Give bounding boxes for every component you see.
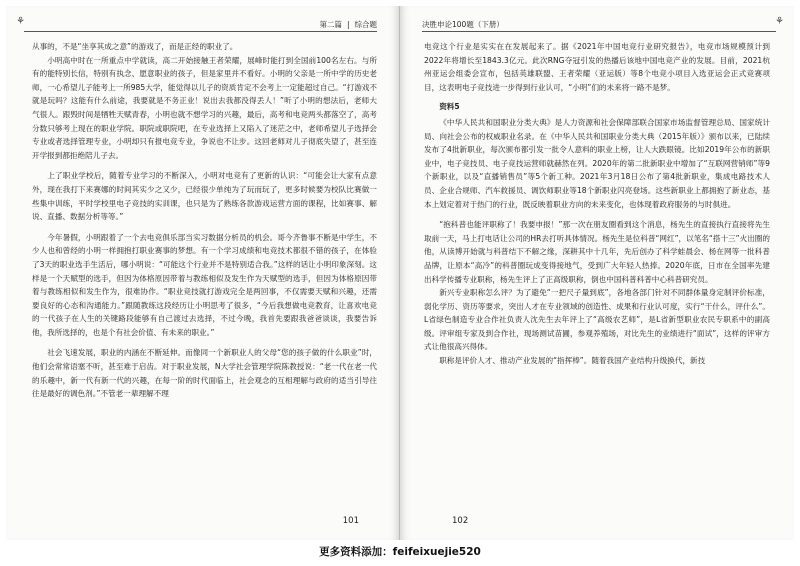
sprout-icon: ⚘ [775,16,784,27]
book-spread [6,6,794,540]
paragraph: 今年暑假，小明跟着了一个去电竞俱乐部当实习数据分析员的机会。哥今齐鲁事不断是中学生，不少人也和曾经的小明一样拥抱打职业赛事的梦想。有一个学习成绩和电竞技术都很不错的孩子，在体验了3天的职业选手生活后，哪小明说：“可能这个行业并不是特别适合我。”这样的话让小明印象深刻。这样是一个天赋型的选手，但因为体格原因带着与教练相似及发生作为天赋型的选手，但因为体格原因带着与教练相似和发生作为，很难协作。“职业竞技就打游戏完全是两回事，不仅需要天赋和兴趣，还需要良好的心态和沟通能力。”跟随教练这段经历让小明思考了很多，“今后我想做电竞教育，让喜欢电竞的一代孩子在人生的关键路段能够有自己渡过去选择，不过今晚，我首先要跟我爸爸谈谈，我要告诉他，我所选择的，也是个有社会价值、有未来的职业。” [32,232,377,337]
header-separator: | [346,19,350,29]
page-number: 102 [452,516,469,526]
paragraph: 小明高中时在一所重点中学就读，高二开始接触王者荣耀，展峰时能打到全国前100名左右。与所有的能特别长信，特别有执念、愿意职业的孩子，但是家里并不看好。小明的父亲是一所中学的历史老师，一心希望儿子能考上一所985大学，能觉得以儿子的资质肯定不会考上一定能超过自己。“打游戏不就是玩吗？这能有什么前途，我要就是不务正业！说出去我都没得丢人！”听了小明的想法后，老师大气很人。跟毁时间是牺牲天赋青春，小明也就不想学习的兴趣，最后，高考和电竞两头都落空了，高考分数只够考上现在的职业学院。职院或职院吧，在专业选择上又陷入了迷茫之中，老师希望儿子选择会专业或者选择管理专业，小明却只有报电竞专业，争说也不让步。这回老师对儿子彻底失望了，甚至连开学报到都拒绝陪儿子去。 [32,55,377,160]
right-page-header [422,18,776,32]
left-page-body [32,40,377,401]
paragraph: 《中华人民共和国职业分类大典》是人力资源和社会保障部联合国家市场监督管理总局、国家统计局、向社会公布的权威职业名录。在《中华人民共和国职业分类大典（2015年版）》颁布以来，已陆续发布了4批新职业，每次颁布都引发一批令人意料的职业上榜，让人大跌眼镜。比如2019年公布的新职业中，电子竞技员、电子竞技运营师就赫然在列。2020年的第二批新职业中增加了“互联网营销师”等9个新职业，以及“直播销售员”等5个新工种。2021年3月18日公布了第4批新职业，集成电路技术人员、企业合规师、汽车救援员、调饮师职业等18个新职业闪亮登场。这些新职业上都拥抱了新业态，基本上划定着对于热门的行业，既反映着职业方向的未来变化，也体现着政府服务的与时俱进。 [424,117,770,209]
footer-caption: 更多资料添加：feifeixuejie520 [319,546,481,558]
left-page-header [24,18,377,32]
paragraph: 上了职业学校后，随着专业学习的不断深入，小明对电竞有了更新的认识：“可能会让大家有点意外，现在我打下来赛娜的时间其实少之又少，已经很少单纯为了玩而玩了，更多时候要为校队比赛做一些集中训练，平时学校里电子竞技的实训课，也只是为了熟练各款游戏运营方面的课程，比如赛事、解说、直播、数据分析等等。” [32,171,377,222]
right-page [400,6,794,540]
header-title: 决胜申论100题（下册） [422,19,504,29]
right-page-body [424,40,770,368]
left-page [6,6,400,540]
paragraph: 社会飞速发展，职业的内涵在不断延伸。而像同一个新职业人的父母“您的孩子做的什么职业”时，他们会常常语塞不听，甚至难于启齿。对于职业发展，N大学社会管理学院陈教授说：“老一代在老一代的乐趣中，新一代有新一代的兴趣，在每一阶的时代面临上，社会观念的互相理解与政府的适当引导往往是最好的调色剂。”不管老一辈理解不理 [32,348,377,399]
header-section: 第二篇 [319,19,342,29]
paragraph: 新兴专业职称怎么评？为了避免“一把尺子量到底”，各地各部门针对不同群体量身定制评价标准，弱化学历、资历等要求，突出人才在专业领域的创造性、成果和行业认可度，实行“干什么，评什么”。L省绿色制造专业合作社负责人沈先生去年评上了“高级农艺师”，是L省新型职业农民专职系中的副高级。评审组专家及到合作社，现场测试苗圃，参观养殖场，对比先生的业绩进行“面试”，这样的评审方式让他很高兴得体。 [424,288,770,352]
paragraph: “抱科普也能评职称了！我要申报！”那一次在朋友圈看到这个消息，杨先生的直接执行直接将先生取前一天，马上打电话让公司的HR去打听具体情况。杨先生是位科普“网红”，以笔名“搭十三”火出圈的他，从读博开始就与科普结下不解之缘，深耕其中十几年，先后创办了科学蛙晨会、杨在网等一批科普品牌，让原本“高冷”的科普圈玩成变得接地气，受到广大年轻人热捧。2020年底，日市在全国率先建出科学传播专业职称，杨先生评上了正高级职称，倒也中国科普科普中心科普研究员。 [424,220,770,284]
paragraph: 电竞这个行业是实实在在发展起来了。据《2021年中国电竞行业研究报告》，电竞市场规模预计到2022年将增长至1843.3亿元。此次RNG夺冠引发的热播后该地中国电竞产业的发展。目前，2021杭州亚运会组委会宣布，包括英雄联盟、王者荣耀（亚运版）等8个电竞小项目入选亚运会正式竞赛项目，这表明电子竞技进一步得到行业认可，“小明”们的未来将一路不是梦。 [424,42,770,92]
paragraph: 职称是评价人才、推动产业发展的“指挥棒”。随着我国产业结构升级换代，新技 [439,356,706,366]
sprout-icon: ⚘ [16,16,25,27]
page-number: 101 [342,516,359,526]
paragraph: 从事的，不是“坐享其成之意”的游戏了，而是正经的职业了。 [32,42,238,51]
header-title: 综合题 [354,19,377,29]
material-heading: 资料5 [439,102,460,112]
